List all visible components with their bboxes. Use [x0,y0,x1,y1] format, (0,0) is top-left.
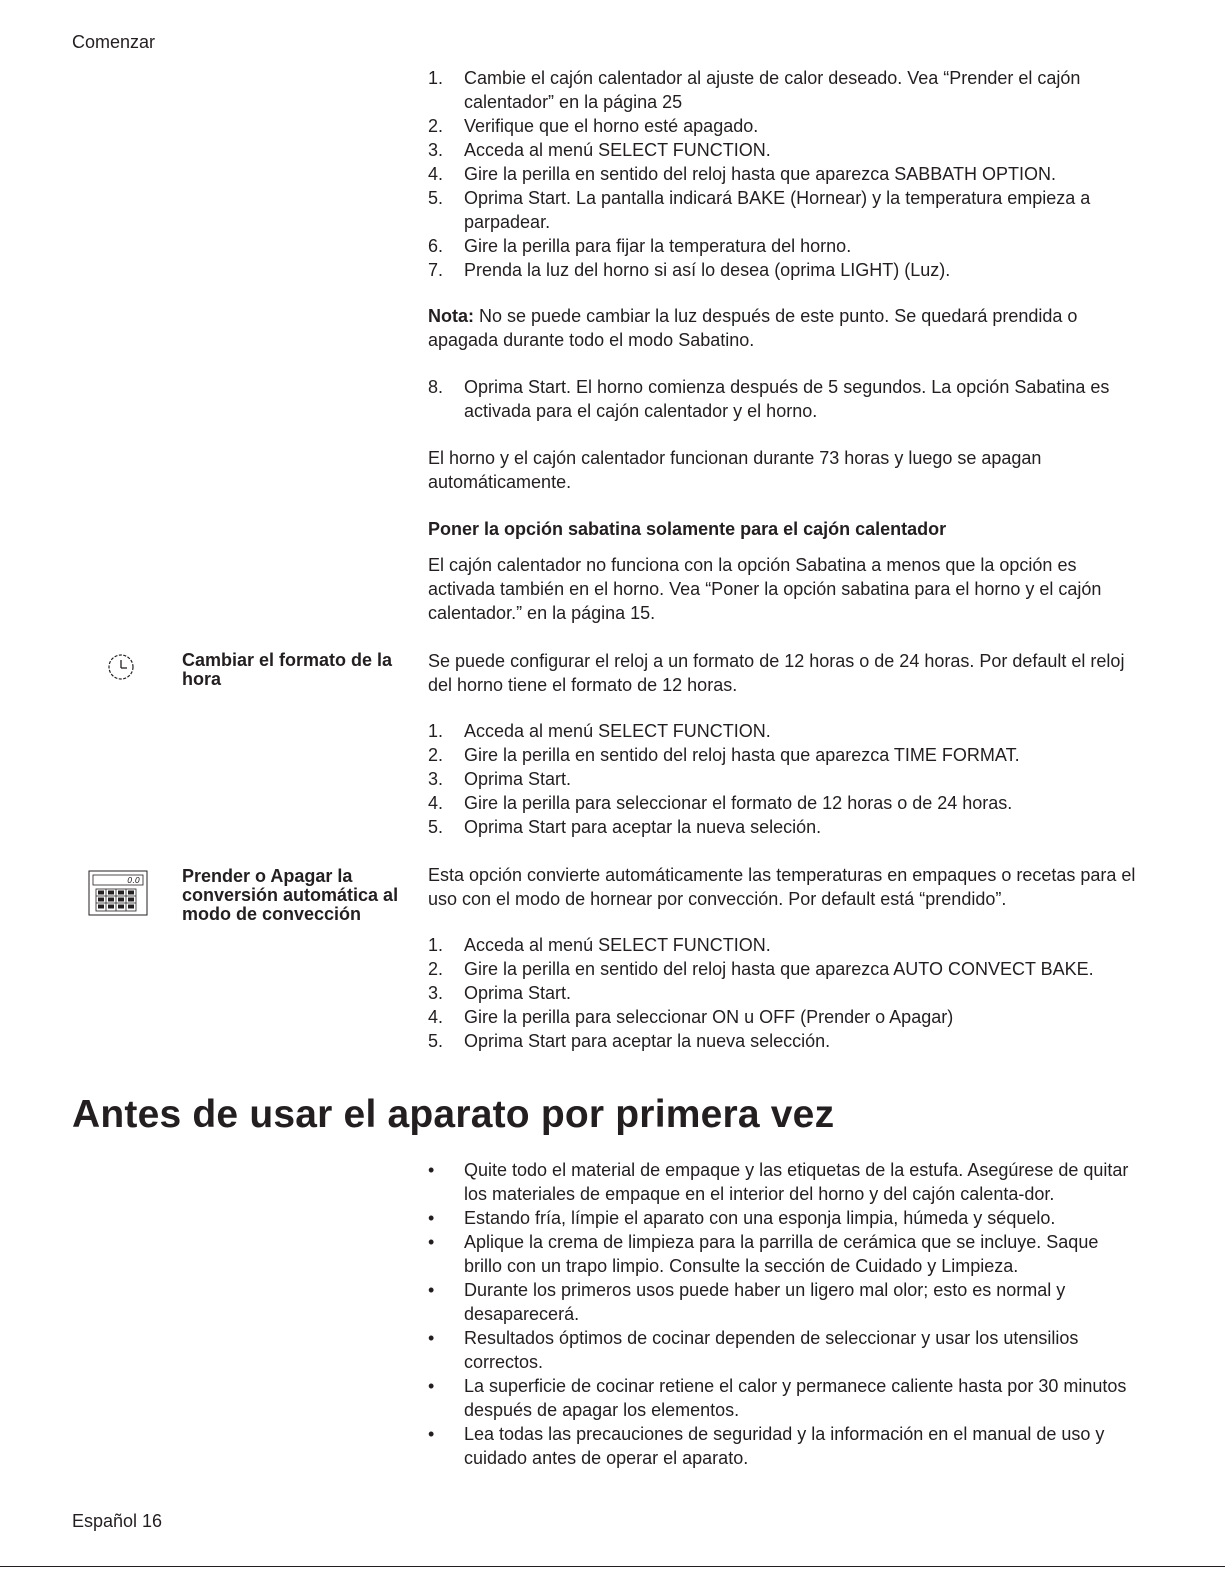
list-item: 3. Oprima Start. [428,769,572,789]
time-format-steps-block [428,719,1140,839]
before-use-bullet-list [428,1158,1140,1470]
drawer-only-heading: Poner la opción sabatina solamente para el cajón calentador [428,519,947,539]
sabbath-step-8 [428,375,1140,423]
bullet-icon: • [428,1208,435,1228]
list-item: 3. Oprima Start. [428,983,572,1003]
auto-convect-intro: Esta opción convierte automáticamente las temperaturas en empaques o recetas para el uso con el modo de hornear por convección. Por default está “prendido”. [428,865,1136,909]
time-format-title: Cambiar el formato de la hora [182,650,393,689]
note-text: No se puede cambiar la luz después de este punto. Se quedará prendida o apagada durante todo el modo Sabatino. [428,306,1078,350]
list-item: 5. Oprima Start. La pantalla indicará BAKE (Hornear) y la temperatura empieza a parpadear. [428,188,1091,232]
calculator-icon [88,870,148,921]
time-format-steps-list [428,719,1140,839]
list-item: 2. Verifique que el horno esté apagado. [428,116,759,136]
list-item: 7. Prenda la luz del horno si así lo desea (oprima LIGHT) (Luz). [428,260,951,280]
list-item: 5. Oprima Start para aceptar la nueva seleción. [428,817,822,837]
auto-convect-title: Prender o Apagar la conversión automática al modo de convección [182,866,399,924]
before-use-bullets-block [428,1158,1140,1470]
sabbath-steps-list [428,66,1140,282]
list-item: • Estando fría, límpie el aparato con una esponja limpia, húmeda y séquelo. [428,1208,1056,1228]
bullet-icon: • [428,1232,435,1252]
note-label: Nota: [428,306,474,326]
running-header: Comenzar [72,32,156,52]
bullet-icon: • [428,1160,435,1180]
list-item: 4. Gire la perilla en sentido del reloj hasta que aparezca SABBATH OPTION. [428,164,1056,184]
list-item: 2. Gire la perilla en sentido del reloj hasta que aparezca TIME FORMAT. [428,745,1020,765]
auto-convect-steps-block [428,933,1140,1053]
list-item: 1. Acceda al menú SELECT FUNCTION. [428,935,771,955]
list-item: • Aplique la crema de limpieza para la parrilla de cerámica que se incluye. Saque brillo con un trapo limpio. Consulte la sección de Cuidado y Limpieza. [428,1232,1099,1276]
bullet-icon: • [428,1376,435,1396]
list-item: • Resultados óptimos de cocinar dependen de seleccionar y usar los utensilios correctos. [428,1328,1079,1372]
list-item: 4. Gire la perilla para seleccionar el formato de 12 horas o de 24 horas. [428,793,1013,813]
list-item: 6. Gire la perilla para fijar la temperatura del horno. [428,236,852,256]
drawer-only-paragraph: El cajón calentador no funciona con la opción Sabatina a menos que la opción es activada también en el horno. Vea “Poner la opción sabatina para el horno y el cajón calentador.” en la página 15. [428,555,1102,623]
calculator-display-text: 0.0 [127,876,140,885]
list-item: • La superficie de cocinar retiene el calor y permanece caliente hasta por 30 minutos después de apagar los elementos. [428,1376,1127,1420]
section-title: Antes de usar el aparato por primera vez [72,1093,835,1136]
time-format-intro: Se puede configurar el reloj a un formato de 12 horas o de 24 horas. Por default el reloj del horno tiene el formato de 12 horas. [428,651,1125,695]
list-item: 3. Acceda al menú SELECT FUNCTION. [428,140,771,160]
sabbath-steps-block [428,66,1140,282]
page-footer: Español 16 [72,1511,163,1531]
clock-icon [106,652,136,687]
list-item: • Durante los primeros usos puede haber un ligero mal olor; esto es normal y desaparecerá. [428,1280,1066,1324]
list-item: 4. Gire la perilla para seleccionar ON u OFF (Prender o Apagar) [428,1007,954,1027]
list-item: 5. Oprima Start para aceptar la nueva selección. [428,1031,831,1051]
duration-paragraph: El horno y el cajón calentador funcionan durante 73 horas y luego se apagan automáticamente. [428,448,1042,492]
list-item: • Lea todas las precauciones de seguridad y la información en el manual de uso y cuidado antes de operar el aparato. [428,1424,1105,1468]
list-item: • Quite todo el material de empaque y las etiquetas de la estufa. Asegúrese de quitar los materiales de empaque en el interior del horno y del cajón calenta-dor. [428,1160,1129,1204]
bullet-icon: • [428,1280,435,1300]
auto-convect-steps-list [428,933,1140,1053]
bullet-icon: • [428,1424,435,1444]
note-paragraph [428,304,1140,352]
bullet-icon: • [428,1328,435,1348]
list-item: 1. Acceda al menú SELECT FUNCTION. [428,721,771,741]
bottom-rule [0,1566,1225,1567]
list-item: 1. Cambie el cajón calentador al ajuste de calor deseado. Vea “Prender el cajón calentador” en la página 25 [428,68,1081,112]
list-item: 8. Oprima Start. El horno comienza después de 5 segundos. La opción Sabatina es activada para el cajón calentador y el horno. [428,377,1110,421]
list-item: 2. Gire la perilla en sentido del reloj hasta que aparezca AUTO CONVECT BAKE. [428,959,1094,979]
